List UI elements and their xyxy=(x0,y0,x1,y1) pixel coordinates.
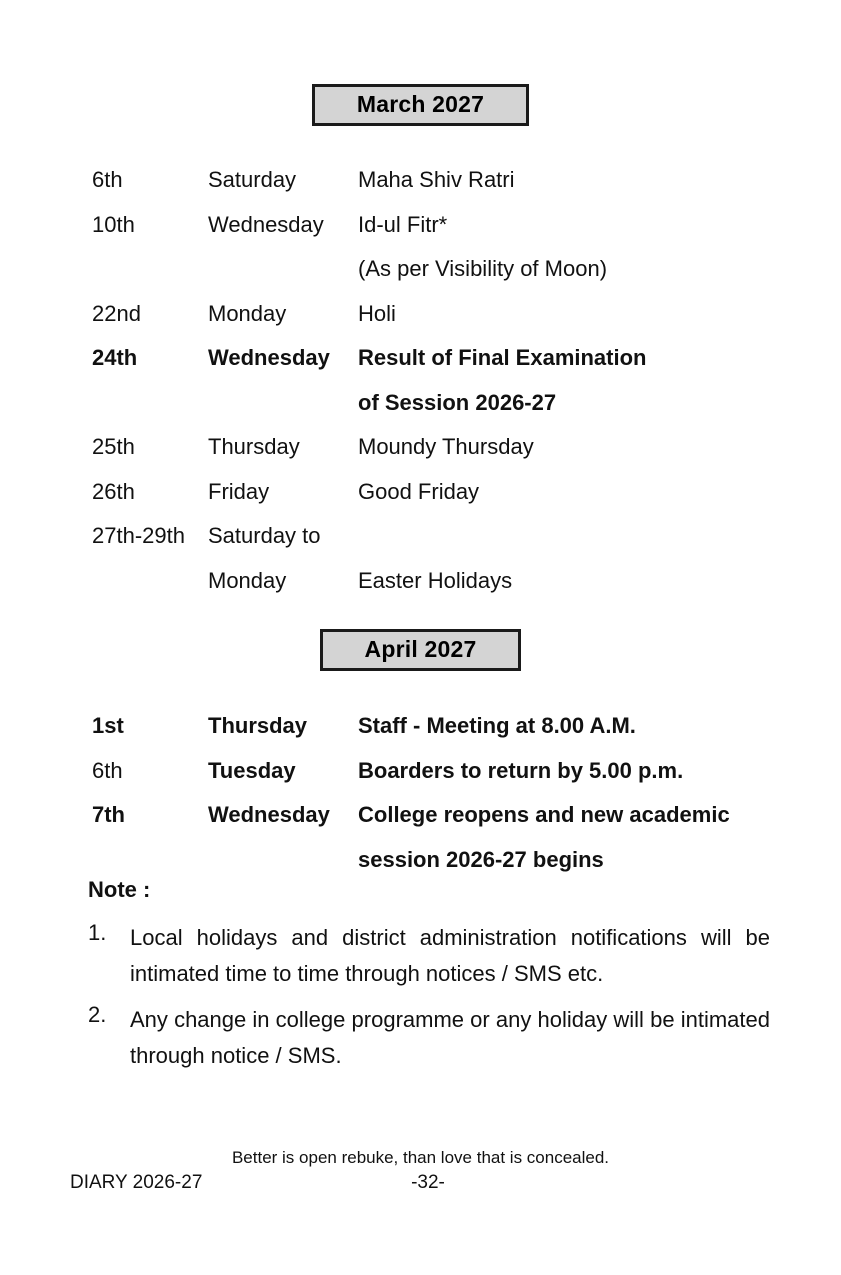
entry-date: 24th xyxy=(92,345,138,370)
entry-day: Tuesday xyxy=(208,757,296,783)
entry-date: 25th xyxy=(92,434,135,459)
entry-date: 10th xyxy=(92,211,135,237)
table-row xyxy=(0,425,841,470)
entry-day: Wednesday xyxy=(208,211,324,237)
entry-event: Maha Shiv Ratri xyxy=(358,167,515,192)
entry-day: Friday xyxy=(208,478,270,504)
entry-date: 6th xyxy=(92,757,123,783)
footer-quote: Better is open rebuke, than love that is concealed. xyxy=(231,1148,610,1167)
entry-event: Id-ul Fitr* xyxy=(358,211,448,237)
table-row xyxy=(0,749,841,794)
entry-date: 1st xyxy=(92,713,124,738)
entry-event: session 2026-27 begins xyxy=(358,846,604,872)
entry-event: College reopens and new academic xyxy=(358,802,730,827)
table-row xyxy=(0,336,841,381)
entry-day: Monday xyxy=(208,567,287,593)
footer-document-title: DIARY 2026-27 xyxy=(70,1172,203,1193)
entry-day: Saturday xyxy=(208,167,297,192)
entry-day: Wednesday xyxy=(208,345,330,370)
entry-event-note: (As per Visibility of Moon) xyxy=(358,256,608,281)
entry-event: Holi xyxy=(358,300,396,326)
note-item-2 xyxy=(88,1002,770,1074)
entry-date: 22nd xyxy=(92,300,141,326)
month-header-march xyxy=(0,84,841,126)
entry-day: Monday xyxy=(208,300,287,326)
entry-date: 6th xyxy=(92,167,123,192)
entry-event: of Session 2026-27 xyxy=(358,389,557,415)
entry-event: Boarders to return by 5.00 p.m. xyxy=(358,757,684,783)
note-text: Local holidays and district administration notifications will be intimated time to time through notices / SMS etc. xyxy=(130,925,770,986)
month-header-label: April 2027 xyxy=(320,629,522,671)
entry-day: Thursday xyxy=(208,434,300,459)
entry-day: Wednesday xyxy=(208,802,330,827)
table-row xyxy=(0,292,841,337)
entry-event: Good Friday xyxy=(358,478,480,504)
table-row xyxy=(0,158,841,203)
entry-event: Staff - Meeting at 8.00 A.M. xyxy=(358,713,636,738)
month-header-label: March 2027 xyxy=(312,84,529,126)
table-row xyxy=(0,793,841,838)
entry-event: Result of Final Examination xyxy=(358,345,647,370)
entry-date: 7th xyxy=(92,802,125,827)
note-label: Note : xyxy=(88,877,151,902)
table-row xyxy=(0,203,841,248)
entry-day: Saturday to xyxy=(208,523,321,548)
note-number: 2. xyxy=(88,1002,107,1027)
table-row xyxy=(0,559,841,604)
entry-date: 26th xyxy=(92,478,135,504)
entry-event: Easter Holidays xyxy=(358,567,513,593)
entry-day: Thursday xyxy=(208,713,308,738)
entry-event: Moundy Thursday xyxy=(358,434,534,459)
table-row xyxy=(0,514,841,559)
entry-date-range: 27th-29th xyxy=(92,523,185,548)
note-number: 1. xyxy=(88,920,107,945)
table-row xyxy=(0,381,841,426)
table-row xyxy=(0,247,841,292)
table-row xyxy=(0,704,841,749)
month-header-april xyxy=(0,629,841,671)
note-item-1 xyxy=(88,920,770,992)
footer-page-number: -32- xyxy=(411,1172,445,1193)
entries-april xyxy=(0,704,841,882)
table-row xyxy=(0,470,841,515)
table-row xyxy=(0,838,841,883)
entries-march xyxy=(0,158,841,603)
note-text: Any change in college programme or any holiday will be intimated through notice / SMS. xyxy=(130,1007,770,1068)
